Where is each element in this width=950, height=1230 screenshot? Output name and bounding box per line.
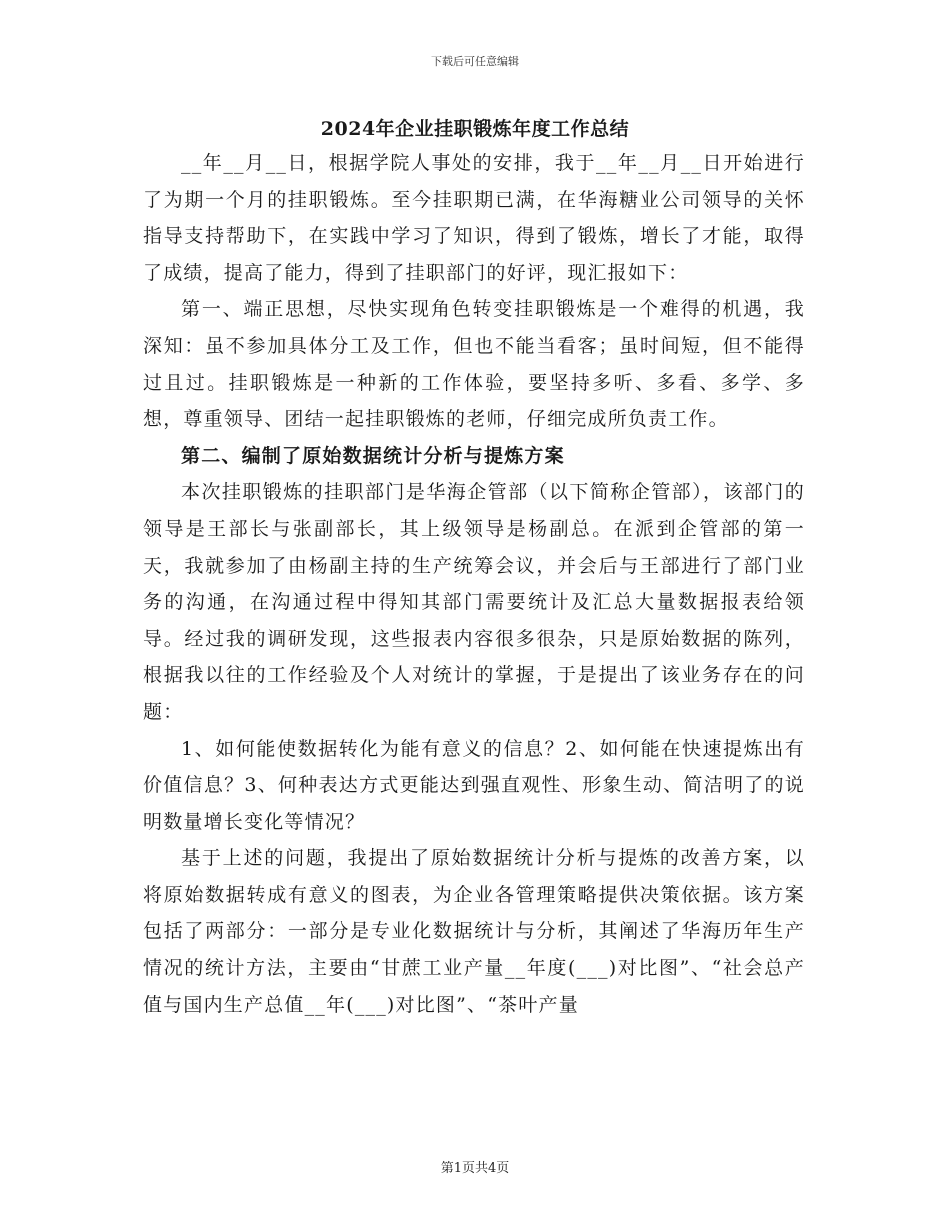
paragraph-questions: 1、如何能使数据转化为能有意义的信息？2、如何能在快速提炼出有价值信息？3、何种表达方式更能达到强直观性、形象生动、简洁明了的说明数量增长变化等情况？ bbox=[143, 737, 805, 833]
header-note: 下载后可任意编辑 bbox=[431, 55, 519, 68]
document-title: 2024年企业挂职锻炼年度工作总结 bbox=[320, 118, 630, 140]
paragraph-section-one: 第一、端正思想，尽快实现角色转变挂职锻炼是一个难得的机遇，我深知：虽不参加具体分工及工作，但也不能当看客；虽时间短，但不能得过且过。挂职锻炼是一种新的工作体验，要坚持多听、多看、多学、多想，尊重领导、团结一起挂职锻炼的老师，仔细完成所负责工作。 bbox=[143, 298, 805, 431]
paragraph-proposal: 基于上述的问题，我提出了原始数据统计分析与提炼的改善方案，以将原始数据转成有意义的图表，为企业各管理策略提供决策依据。该方案包括了两部分：一部分是专业化数据统计与分析，其阐述了华海历年生产情况的统计方法，主要由“甘蔗工业产量__年度(___)对比图”、“社会总产值与国内生产总值__年(___)对比图”、“茶叶产量 bbox=[143, 847, 805, 1016]
page-number: 第1页共4页 bbox=[440, 1161, 510, 1176]
section-heading-two: 第二、编制了原始数据统计分析与提炼方案 bbox=[181, 444, 565, 467]
paragraph-department: 本次挂职锻炼的挂职部门是华海企管部（以下简称企管部），该部门的领导是王部长与张副部长，其上级领导是杨副总。在派到企管部的第一天，我就参加了由杨副主持的生产统筹会议，并会后与王部进行了部门业务的沟通，在沟通过程中得知其部门需要统计及汇总大量数据报表给领导。经过我的调研发现，这些报表内容很多很杂，只是原始数据的陈列，根据我以往的工作经验及个人对统计的掌握，于是提出了该业务存在的问题： bbox=[143, 481, 805, 723]
paragraph-intro: __年__月__日，根据学院人事处的安排，我于__年__月__日开始进行了为期一个月的挂职锻炼。至今挂职期已满，在华海糖业公司领导的关怀指导支持帮助下，在实践中学习了知识，得到了锻炼，增长了才能，取得了成绩，提高了能力，得到了挂职部门的好评，现汇报如下： bbox=[143, 152, 805, 284]
document-body bbox=[143, 145, 805, 1023]
